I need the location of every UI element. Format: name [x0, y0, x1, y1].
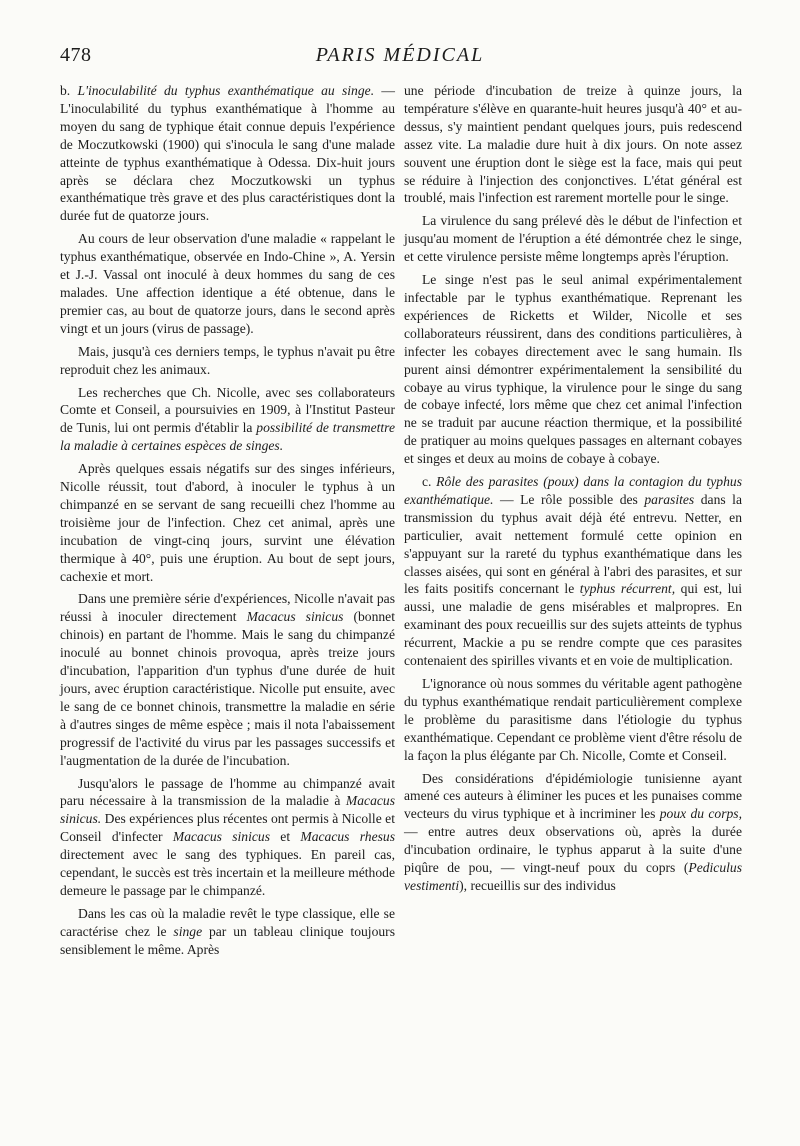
left-column	[60, 82, 395, 964]
emphasis: singe	[173, 923, 203, 939]
paragraph	[60, 905, 395, 959]
page-number: 478	[60, 44, 92, 66]
paragraph-text: et	[270, 829, 301, 845]
paragraph-text: — Le rôle possible des	[493, 491, 645, 507]
paragraph-text: (bonnet chinois) en partant de l'homme. Mais le sang du chimpanzé inoculé au bonnet chinois provoqua, après treize jours d'incubation, l'apparition d'un typhus d'une durée de huit jours, avec éruption caractéristique. Nicolle put ensuite, avec le sang de ce bonnet chinois, transmettre la maladie en série à d'autres singes de même espèce ; mais il nota l'abaissement progressif de l'activité du virus par les passages successifs et l'augmentation de la durée de l'incubation.	[60, 609, 395, 768]
paragraph-text: Des considérations d'épidémiologie tunisienne ayant amené ces auteurs à éliminer les puces et les punaises comme vecteurs du virus typhique et à incriminer les	[404, 770, 742, 822]
emphasis: parasites	[644, 491, 695, 507]
paragraph-text: directement avec le sang des typhiques. En pareil cas, cependant, le succès est très incertain et la meilleure méthode demeure le passage par le chimpanzé.	[60, 847, 395, 898]
paragraph: Au cours de leur observation d'une maladie « rappelant le typhus exanthématique, observée en Indo-Chine », A. Yersin et J.-J. Vassal ont inoculé à deux hommes du sang de ces malades. Une affection identique a été obtenue, dans le premier cas, au bout de quatorze jours, dans le second après vingt et un jours (virus de passage).	[60, 231, 395, 336]
section-heading: Rôle des parasites (poux) dans la contagion du typhus exanthématique.	[404, 474, 742, 507]
species-name: Macacus sinicus.	[60, 793, 395, 827]
paragraph-text: qui est, lui aussi, une maladie de gens misérables et malpropres. En examinant des poux recueillis sur des sujets atteints de typhus récurrent, Mackie a pu se rendre compte que ces parasites contenaient des spirilles vivants et en voie de multiplication.	[404, 581, 743, 669]
section-label: c.	[422, 474, 437, 490]
species-name: Macacus sinicus	[246, 609, 344, 625]
paragraph-text: Jusqu'alors le passage de l'homme au chimpanzé avait paru nécessaire à la transmission de la maladie à	[60, 775, 395, 809]
paragraph	[60, 590, 395, 769]
paragraph-text: Dans les cas où la maladie revêt le type classique, elle se caractérise chez le	[60, 905, 395, 939]
species-name: Macacus sinicus	[172, 829, 270, 845]
species-name: Macacus rhesus	[300, 829, 396, 845]
page-header	[60, 44, 740, 74]
paragraph-text: Dans une première série d'expériences, Nicolle n'avait pas réussi à inoculer directement	[60, 591, 395, 625]
paragraph-text: dans la transmission du typhus avait déjà été entrevu. Netter, en particulier, avait nettement formulé cette opinion en s'appuyant sur la rareté du typhus exanthématique dans les classes aisées, qui sont en général à l'abri des parasites, et sur les faits positifs concernant le	[404, 491, 742, 597]
paragraph	[404, 473, 742, 670]
section-label: b.	[60, 83, 78, 98]
paragraph-text: — entre autres deux observations où, après la durée d'incubation ordinaire, le typhus apparut à la suite d'une piqûre de pou, — vingt-neuf poux du coprs (	[404, 824, 742, 876]
journal-title: PARIS MÉDICAL	[315, 44, 485, 66]
paragraph-text: par un tableau clinique toujours sensiblement le même. Après	[60, 923, 395, 957]
emphasis: typhus récurrent,	[579, 581, 676, 597]
paragraph: La virulence du sang prélevé dès le début de l'infection et jusqu'au moment de l'éruption a été démontrée chez le singe, et cette virulence persiste même longtemps après l'éruption.	[404, 213, 742, 265]
emphasis: possibilité de transmettre la maladie à certaines espèces de singes.	[60, 420, 395, 454]
emphasis: poux du corps,	[659, 806, 742, 822]
paragraph: Après quelques essais négatifs sur des singes inférieurs, Nicolle réussit, tout d'abord, à inoculer le typhus à un chimpanzé en se servant de sang recueilli chez l'homme au troisième jour de l'infection. Chez cet animal, après une incubation de vingt-cinq jours, survint une élévation thermique à 40°, puis une éruption. Au bout de sept jours, cachexie et mort.	[60, 461, 395, 584]
right-column	[404, 82, 742, 900]
paragraph	[404, 770, 742, 895]
paragraph-text: — L'inoculabilité du typhus exanthématique à l'homme au moyen du sang de typhique était connue depuis l'expérience de Moczutkowski (1900) qui s'inocula le sang d'une malade atteinte de typhus exanthématique à Odessa. Dix-huit jours après se déclara chez Moczutkowski un typhus exanthématique très grave et des plus caractéristiques dont la durée fut de quatorze jours.	[60, 83, 395, 224]
paragraph	[60, 775, 395, 900]
paragraph: Le singe n'est pas le seul animal expérimentalement infectable par le typhus exanthématique. Reprenant les expériences de Ricketts et Wilder, Nicolle et ses collaborateurs réussirent, dans des conditions particulières, à infecter les cobayes directement avec le sang humain. Ils purent ainsi démontrer expérimentalement la sensibilité du cobaye au virus typhique, la virulence pour le singe du sang de cobaye infecté, lors même que chez cet animal l'infection ne se traduit par aucune réaction thermique, et la possibilité de pratiquer au moins quelques passages en alternant cobayes et singes et deux au moins de cobaye à cobaye.	[404, 272, 742, 467]
paragraph	[60, 384, 395, 456]
paragraph	[60, 82, 395, 225]
paragraph: Mais, jusqu'à ces derniers temps, le typhus n'avait pu être reproduit chez les animaux.	[60, 343, 395, 377]
section-heading: L'inoculabilité du typhus exanthématique au singe.	[77, 83, 375, 98]
paragraph: L'ignorance où nous sommes du véritable agent pathogène du typhus exanthématique rendait particulièrement complexe le problème du parasitisme dans l'étiologie du typhus exanthématique. Cependant ce problème vient d'être résolu de la façon la plus élégante par Ch. Nicolle, Comte et Conseil.	[404, 676, 742, 763]
paragraph-text: Les recherches que Ch. Nicolle, avec ses collaborateurs Comte et Conseil, a poursuivies en 1909, à l'Institut Pasteur de Tunis, lui ont permis d'établir la	[60, 384, 395, 436]
paragraph: une période d'incubation de treize à quinze jours, la température s'élève en quarante-huit heures jusqu'à 40° et au-dessus, s'y maintient pendant quelques jours, puis redescend assez vite. La maladie dure huit à dix jours. On note assez souvent une éruption dont le siège est la face, mais qui peut se réduire à l'injection des conjonctives. L'état général est troublé, mais l'infection est rarement mortelle pour le singe.	[404, 83, 742, 206]
species-name: Pediculus vestimenti	[404, 860, 742, 893]
paragraph-text: ), recueillis sur des individus	[459, 877, 616, 893]
paragraph-text: Des expériences plus récentes ont permis à Nicolle et Conseil d'infecter	[60, 811, 395, 845]
